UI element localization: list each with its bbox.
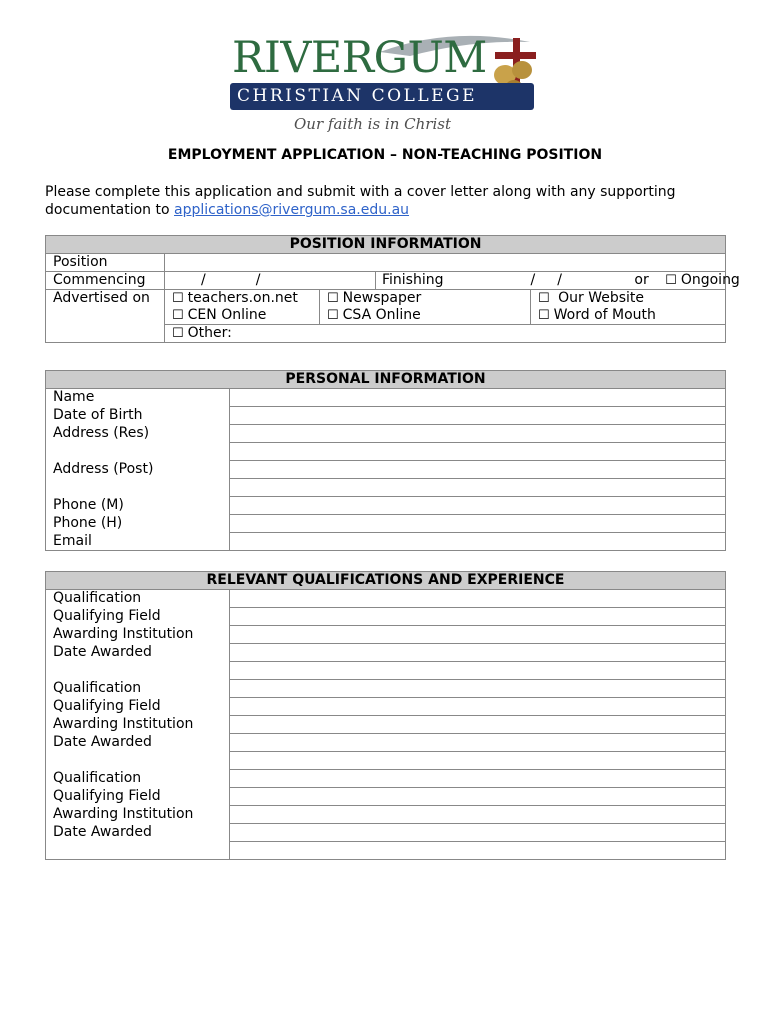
- name-field[interactable]: [230, 389, 726, 407]
- personal-row-label: [46, 443, 230, 461]
- qual-row-label: Date Awarded: [46, 824, 230, 842]
- phone-home-field[interactable]: [230, 515, 726, 533]
- qualifications-heading: RELEVANT QUALIFICATIONS AND EXPERIENCE: [46, 572, 726, 590]
- personal-row-label: [46, 479, 230, 497]
- qual-field[interactable]: [230, 770, 726, 788]
- qual-field[interactable]: [230, 752, 726, 770]
- personal-row-label: Phone (H): [46, 515, 230, 533]
- position-table: [45, 235, 740, 343]
- option-label: Newspaper: [342, 290, 422, 306]
- commencing-label: Commencing: [46, 272, 165, 290]
- email-link[interactable]: applications@rivergum.sa.edu.au: [174, 202, 410, 218]
- qual-field[interactable]: [230, 842, 726, 860]
- qual-field[interactable]: [230, 662, 726, 680]
- advertised-label: Advertised on: [46, 290, 165, 343]
- option-label: CEN Online: [187, 307, 267, 323]
- finishing-field[interactable]: [530, 272, 740, 290]
- date-slash: /: [557, 272, 562, 288]
- personal-row-label: Date of Birth: [46, 407, 230, 425]
- qual-row-label: Qualification: [46, 680, 230, 698]
- intro-text: Please complete this application and submit with a cover letter along with any supporting documentation to: [45, 184, 676, 218]
- option-newspaper[interactable]: [320, 290, 531, 308]
- qual-row-label: Qualifying Field: [46, 698, 230, 716]
- qual-field[interactable]: [230, 608, 726, 626]
- dob-field[interactable]: [230, 407, 726, 425]
- checkbox-icon[interactable]: ☐: [172, 326, 184, 341]
- checkbox-icon[interactable]: ☐: [172, 308, 184, 323]
- logo-wordmark: RIVERGUM: [232, 33, 487, 83]
- checkbox-icon[interactable]: ☐: [538, 308, 550, 323]
- document-title: EMPLOYMENT APPLICATION – NON-TEACHING POSITION: [167, 147, 603, 163]
- option-other[interactable]: [165, 325, 726, 343]
- qual-row-label: Qualifying Field: [46, 608, 230, 626]
- intro-paragraph: [45, 183, 735, 219]
- option-cen[interactable]: [165, 307, 320, 325]
- qual-field[interactable]: [230, 680, 726, 698]
- option-label: Word of Mouth: [553, 307, 656, 323]
- qual-row-label: [46, 752, 230, 770]
- qual-row-label: Date Awarded: [46, 734, 230, 752]
- address-post-field[interactable]: [230, 461, 726, 479]
- qual-row-label: Awarding Institution: [46, 716, 230, 734]
- position-label: Position: [46, 254, 165, 272]
- or-label: or: [634, 272, 649, 288]
- date-slash: /: [201, 272, 206, 288]
- option-label: Other:: [187, 325, 232, 341]
- email-field[interactable]: [230, 533, 726, 551]
- checkbox-icon[interactable]: ☐: [327, 308, 339, 323]
- address-post-field-2[interactable]: [230, 479, 726, 497]
- position-heading: POSITION INFORMATION: [46, 236, 726, 254]
- qual-row-label: Awarding Institution: [46, 806, 230, 824]
- option-website[interactable]: [531, 290, 726, 308]
- qual-field[interactable]: [230, 716, 726, 734]
- personal-heading: PERSONAL INFORMATION: [46, 371, 726, 389]
- personal-row-label: Phone (M): [46, 497, 230, 515]
- option-label: CSA Online: [342, 307, 421, 323]
- finishing-label: Finishing: [376, 272, 531, 290]
- qual-field[interactable]: [230, 788, 726, 806]
- address-res-field-2[interactable]: [230, 443, 726, 461]
- date-slash: /: [530, 272, 536, 288]
- qual-field[interactable]: [230, 824, 726, 842]
- checkbox-icon[interactable]: ☐: [172, 291, 184, 306]
- ongoing-label: Ongoing: [680, 272, 740, 288]
- qual-row-label: Qualification: [46, 770, 230, 788]
- personal-row-label: Address (Post): [46, 461, 230, 479]
- qual-row-label: Date Awarded: [46, 644, 230, 662]
- qual-row-label: Awarding Institution: [46, 626, 230, 644]
- commencing-field[interactable]: [165, 272, 376, 290]
- phone-mobile-field[interactable]: [230, 497, 726, 515]
- qual-field[interactable]: [230, 698, 726, 716]
- option-word[interactable]: [531, 307, 726, 325]
- option-csa[interactable]: [320, 307, 531, 325]
- qual-field[interactable]: [230, 590, 726, 608]
- ongoing-checkbox[interactable]: ☐: [665, 273, 677, 288]
- qual-field[interactable]: [230, 734, 726, 752]
- qual-row-label: Qualifying Field: [46, 788, 230, 806]
- qual-row-label: [46, 662, 230, 680]
- qual-field[interactable]: [230, 626, 726, 644]
- personal-row-label: Name: [46, 389, 230, 407]
- checkbox-icon[interactable]: ☐: [327, 291, 339, 306]
- personal-row-label: Address (Res): [46, 425, 230, 443]
- option-label: teachers.on.net: [187, 290, 298, 306]
- qual-row-label: [46, 842, 230, 860]
- option-label: Our Website: [558, 290, 645, 306]
- personal-row-label: Email: [46, 533, 230, 551]
- qual-field[interactable]: [230, 644, 726, 662]
- option-teachers[interactable]: [165, 290, 320, 308]
- date-slash: /: [255, 272, 261, 288]
- logo-college-name: CHRISTIAN COLLEGE: [236, 86, 478, 106]
- logo-motto: Our faith is in Christ: [294, 115, 451, 133]
- checkbox-icon[interactable]: ☐: [538, 291, 550, 306]
- position-field[interactable]: [165, 254, 726, 272]
- personal-table: [45, 370, 726, 551]
- address-res-field[interactable]: [230, 425, 726, 443]
- qualifications-table: [45, 571, 726, 860]
- qual-field[interactable]: [230, 806, 726, 824]
- college-logo: [230, 30, 536, 136]
- qual-row-label: Qualification: [46, 590, 230, 608]
